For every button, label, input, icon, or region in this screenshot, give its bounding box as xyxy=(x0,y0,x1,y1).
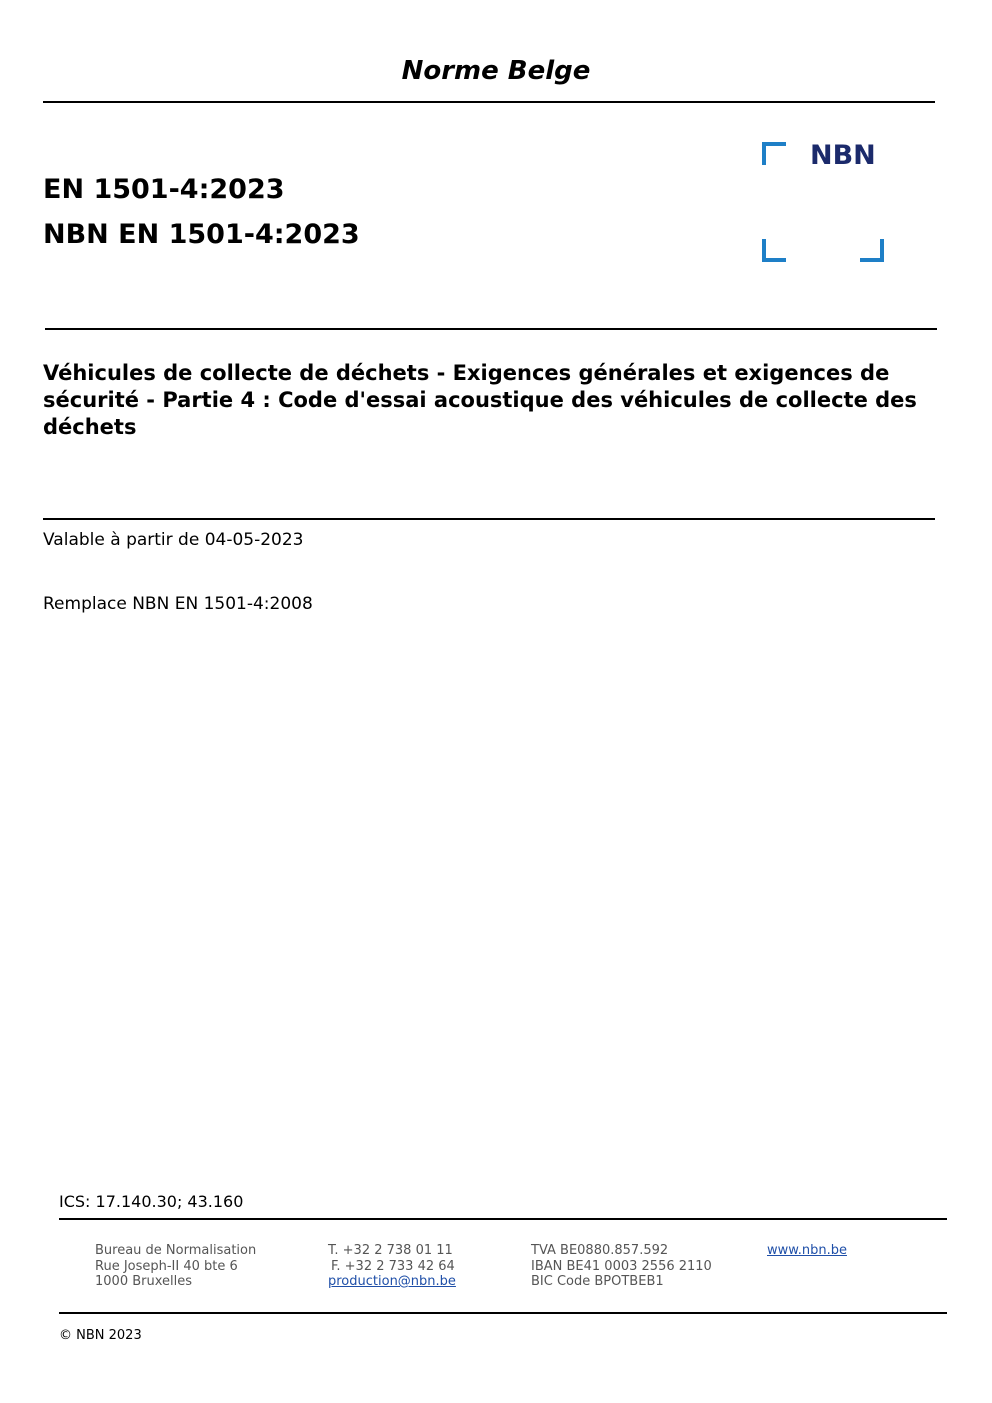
header-rule xyxy=(43,101,935,103)
nbn-logo xyxy=(762,140,886,264)
logo-bracket xyxy=(764,239,786,260)
vat-number: TVA BE0880.857.592 xyxy=(531,1243,669,1258)
nbn-standard-code: NBN EN 1501-4:2023 xyxy=(43,219,360,250)
footer-bottom-rule xyxy=(59,1312,947,1314)
title-section-rule xyxy=(43,518,935,520)
footer-address xyxy=(95,1243,256,1290)
code-section-rule xyxy=(45,328,937,330)
bic-code: BIC Code BPOTBEB1 xyxy=(531,1274,664,1289)
copyright-notice: © NBN 2023 xyxy=(59,1328,142,1343)
replaces-text: Remplace NBN EN 1501-4:2008 xyxy=(43,594,313,614)
phone-number: T. +32 2 738 01 11 xyxy=(328,1243,453,1258)
footer-web xyxy=(767,1243,847,1259)
footer-top-rule xyxy=(59,1218,947,1220)
address-line: Rue Joseph-II 40 bte 6 xyxy=(95,1258,238,1274)
logo-bracket xyxy=(764,144,786,165)
valid-from-text: Valable à partir de 04-05-2023 xyxy=(43,530,304,550)
address-line: Bureau de Normalisation xyxy=(95,1243,257,1258)
nbn-logo-icon xyxy=(762,140,886,264)
document-type-heading: Norme Belge xyxy=(401,56,591,86)
address-line: 1000 Bruxelles xyxy=(95,1274,193,1289)
footer-bank xyxy=(531,1243,712,1290)
footer-contact xyxy=(328,1243,456,1290)
website-link[interactable]: www.nbn.be xyxy=(767,1243,847,1258)
fax-number: F. +32 2 733 42 64 xyxy=(331,1258,455,1274)
logo-bracket xyxy=(860,239,882,260)
document-title: Véhicules de collecte de déchets - Exigences générales et exigences de sécurité - Partie 4 : Code d'essai acoustique des véhicules de collecte des déchets xyxy=(43,361,917,439)
ics-codes: ICS: 17.140.30; 43.160 xyxy=(59,1192,244,1211)
email-link[interactable]: production@nbn.be xyxy=(328,1274,456,1289)
iban-number: IBAN BE41 0003 2556 2110 xyxy=(531,1258,712,1274)
en-standard-code: EN 1501-4:2023 xyxy=(43,174,285,205)
logo-wordmark: NBN xyxy=(810,140,876,171)
